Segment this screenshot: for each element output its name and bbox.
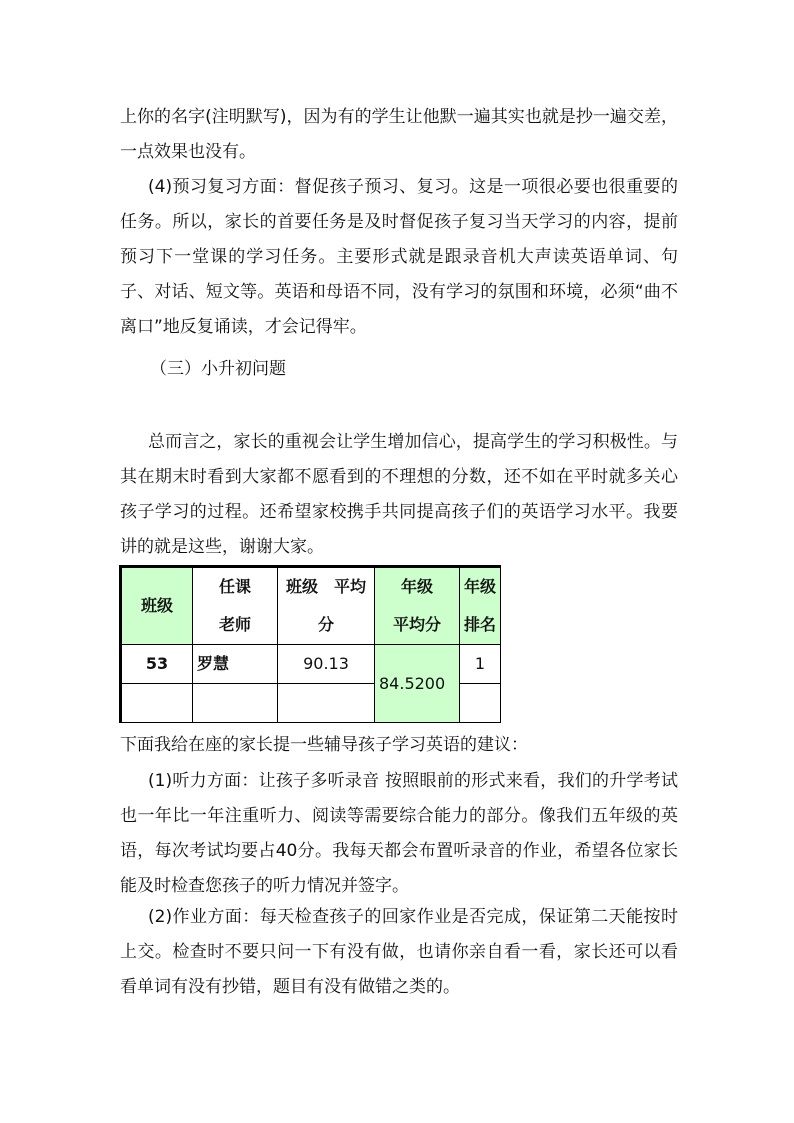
cell-grade-rank: 1	[460, 645, 501, 684]
paragraph-listening: (1)听力方面：让孩子多听录音 按照眼前的形式来看，我们的升学考试也一年比一年注重听力、阅读等需要综合能力的部分。像我们五年级的英语，每次考试均要占40分。我每天都会布置听录音的作业，希望各位家长能及时检查您孩子的听力情况并签字。	[120, 771, 678, 896]
cell-grade-average: 84.5200	[375, 645, 460, 723]
score-table	[119, 565, 501, 723]
section-heading: （三）小升初问题	[150, 359, 286, 379]
header-class-average-line1: 班级 平均	[285, 577, 366, 596]
cell-class-average: 90.13	[278, 645, 375, 684]
header-teacher-line2: 老师	[218, 615, 251, 634]
cell-teacher: 罗慧	[193, 645, 278, 684]
header-class: 班级	[121, 567, 193, 645]
empty-cell	[121, 684, 193, 723]
header-class-average-line2: 分	[317, 615, 334, 634]
paragraph-dictation: 上你的名字(注明默写)，因为有的学生让他默一遍其实也就是抄一遍交差，一点效果也没有。	[120, 107, 678, 162]
paragraph-advice-intro: 下面我给在座的家长提一些辅导孩子学习英语的建议：	[120, 735, 528, 755]
header-class-average	[278, 567, 375, 645]
header-grade-average-line1: 年级	[400, 577, 433, 596]
header-grade-rank-line2: 排名	[463, 615, 496, 634]
header-grade-rank	[460, 567, 501, 645]
paragraph-summary: 总而言之，家长的重视会让学生增加信心，提高学生的学习积极性。与其在期末时看到大家都不愿看到的不理想的分数，还不如在平时就多关心孩子学习的过程。还希望家校携手共同提高孩子们的英语学习水平。我要讲的就是这些，谢谢大家。	[120, 432, 678, 557]
header-grade-average-line2: 平均分	[392, 615, 441, 634]
header-teacher	[193, 567, 278, 645]
header-teacher-line1: 任课	[218, 577, 251, 596]
header-grade-rank-line1: 年级	[463, 577, 496, 596]
header-grade-average	[375, 567, 460, 645]
paragraph-homework: (2)作业方面：每天检查孩子的回家作业是否完成，保证第二天能按时上交。检查时不要只问一下有没有做，也请你亲自看一看，家长还可以看看单词有没有抄错，题目有没有做错之类的。	[120, 907, 678, 997]
empty-cell	[278, 684, 375, 723]
empty-cell	[193, 684, 278, 723]
table-row	[121, 645, 501, 684]
cell-class: 53	[121, 645, 193, 684]
paragraph-preview-review: (4)预习复习方面：督促孩子预习、复习。这是一项很必要也很重要的任务。所以，家长的首要任务是及时督促孩子复习当天学习的内容，提前预习下一堂课的学习任务。主要形式就是跟录音机大声读英语单词、句子、对话、短文等。英语和母语不同，没有学习的氛围和环境，必须“曲不离口”地反复诵读，才会记得牢。	[120, 177, 678, 337]
empty-cell	[460, 684, 501, 723]
